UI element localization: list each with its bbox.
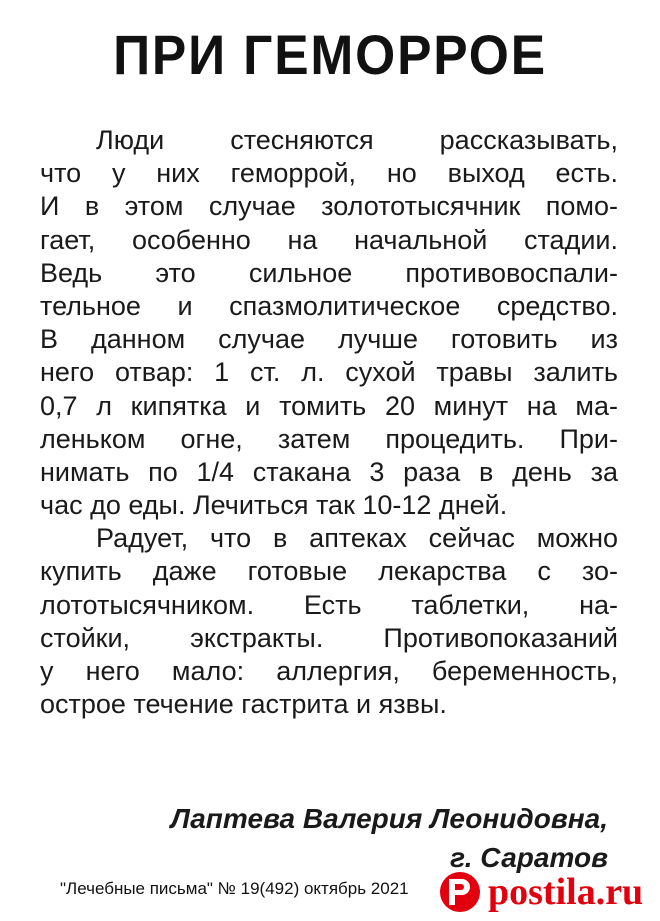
- paragraph-2: [40, 522, 618, 721]
- postila-watermark: [438, 870, 643, 914]
- text-line: у него мало: аллергия, беременность,: [40, 656, 618, 686]
- text-line: стойки, экстракты. Противопоказаний: [40, 622, 618, 653]
- text-line: лототысячником. Есть таблетки, на-: [40, 589, 618, 620]
- text-line: тельное и спазмолитическое средство.: [40, 290, 618, 321]
- text-line: В данном случае лучше готовить из: [40, 324, 618, 355]
- paragraph-1: [40, 124, 618, 522]
- author-city: г. Саратов: [450, 842, 608, 873]
- postila-pin-logo-icon: [438, 870, 482, 914]
- text-line: леньком огне, затем процедить. При-: [40, 423, 618, 454]
- text-line: Ведь это сильное противовоспали-: [40, 257, 618, 288]
- text-line: него отвар: 1 ст. л. сухой травы залить: [40, 357, 618, 388]
- text-line: Радует, что в аптеках сейчас можно: [96, 523, 618, 554]
- text-line: 0,7 л кипятка и томить 20 минут на ма-: [40, 390, 618, 421]
- text-line: что у них геморрой, но выход есть.: [40, 158, 618, 189]
- text-line: гает, особенно на начальной стадии.: [40, 224, 618, 255]
- article-body: [40, 124, 618, 721]
- watermark-text: postila.ru: [488, 871, 644, 913]
- text-line: нимать по 1/4 стакана 3 раза в день за: [40, 456, 618, 487]
- text-line: острое течение гастрита и язвы.: [40, 689, 447, 720]
- author-name: Лаптева Валерия Леонидовна,: [170, 803, 608, 834]
- source-citation: "Лечебные письма" № 19(492) октябрь 2021: [60, 879, 409, 898]
- text-line: час до еды. Лечиться так 10-12 дней.: [40, 490, 508, 521]
- text-line: Люди стесняются рассказывать,: [96, 125, 618, 155]
- text-line: купить даже готовые лекарства с зо-: [40, 556, 618, 587]
- article-title: ПРИ ГЕМОРРОЕ: [113, 23, 547, 86]
- text-line: И в этом случае золототысячник помо-: [40, 191, 618, 222]
